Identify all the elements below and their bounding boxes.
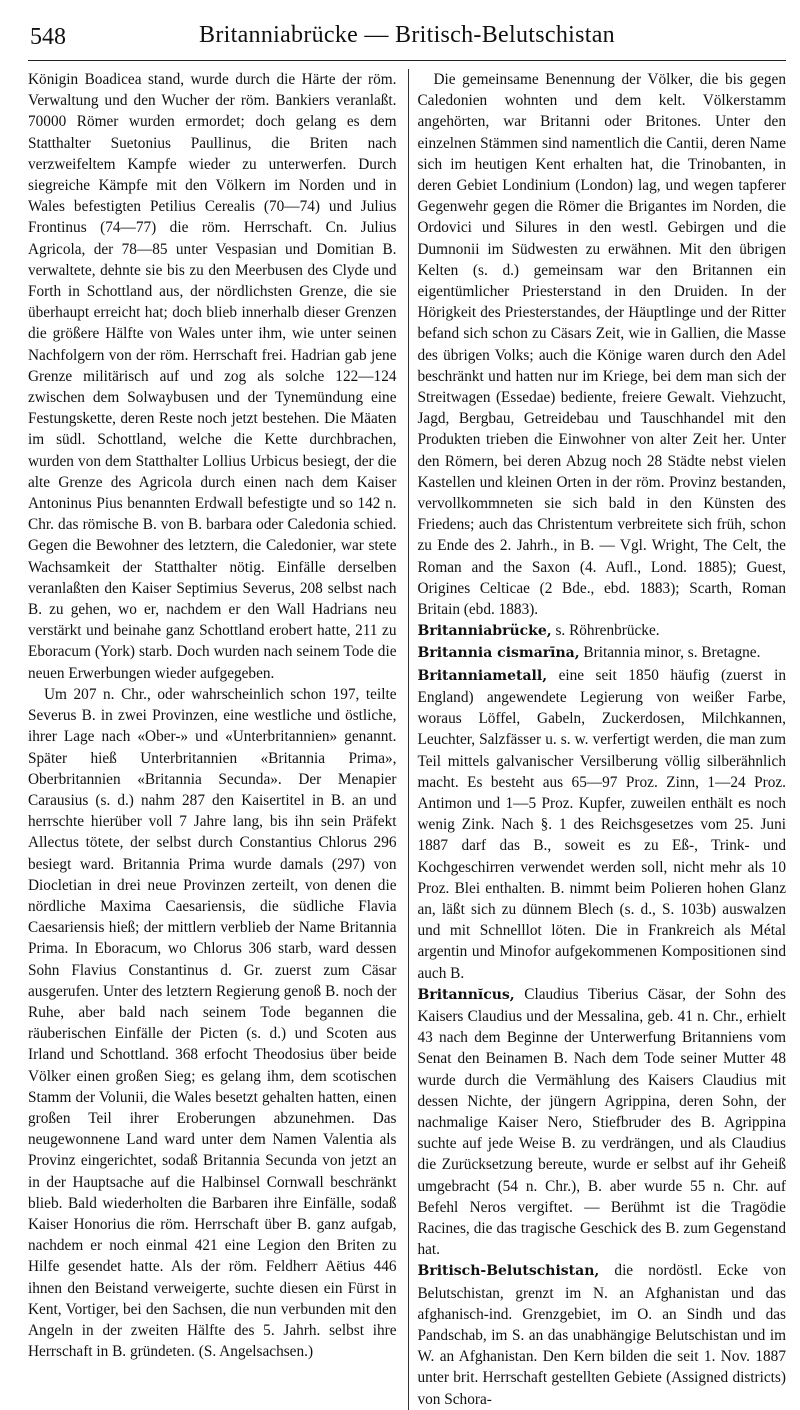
entry-text: eine seit 1850 häufig (zuerst in England) angewendete Legierung von weißer Farbe, woraus Löffel, Gabeln, Zuckerdosen, Milchkannen, Leuchter, Salzfässer u. s. w. verfertigt werden, die man zum Teil mittels galvanischer Versilberung völlig silberähnlich macht. Es besteht aus 65—97 Proz. Zinn, 1—24 Proz. Antimon und 1—5 Proz. Kupfer, zuweilen enthält es noch wenig Zink. Nach §. 1 des Reichsgesetzes vom 25. Juni 1887 darf das B., soweit es zu Eß-, Trink- und Kochgeschirren verwendet werden soll, nicht mehr als 10 Proz. Blei enthalten. B. nimmt beim Polieren hohen Glanz an, läßt sich zu dünnem Blech (s. d., S. 103b) auswalzen und mit Schnelllot löten. Die in Frankreich als Métal argentin und Minofor aufgekommenen Kompositionen sind auch B.: [417, 666, 786, 982]
right-column: [417, 69, 786, 1410]
dictionary-entry: [417, 665, 786, 984]
entry-text: s. Röhrenbrücke.: [551, 622, 660, 640]
dictionary-entry: [417, 620, 786, 642]
column-divider: [408, 69, 409, 1410]
dictionary-entry: [417, 984, 786, 1261]
paragraph: Um 207 n. Chr., oder wahrscheinlich schon 197, teilte Severus B. in zwei Provinzen, eine westliche und östliche, ihrer Lage nach «Ober-» und «Unterbritannien» genannt. Später hieß Unterbritannien «Britannia Prima», Oberbritannien «Britannia Secunda». Der Menapier Carausius (s. d.) nahm 287 den Kaisertitel in B. an und herrschte hierüber voll 7 Jahre lang, bis ihn sein Präfekt Allectus tötete, der selbst durch Constantius Chlorus 296 besiegt ward. Britannia Prima wurde damals (297) von Diocletian in drei neue Provinzen zerteilt, von denen die nördliche Maxima Caesariensis, die südliche Flavia Caesariensis hieß; der mittlern verblieb der Name Britannia Prima. In Eboracum, wo Chlorus 306 starb, ward dessen Sohn Flavius Constantinus d. Gr. zuerst zum Cäsar ausgerufen. Unter des letztern Regierung genoß B. noch der Ruhe, aber bald nach seinem Tode begannen die räuberischen Einfälle der Picten (s. d.) und Scoten aus Irland und Schottland. 368 erfocht Theodosius über beide Völker einen großen Sieg; es gelang ihm, dem scotischen Stamm der Volunii, die Wales besetzt gehalten hatten, einen großen Teil ihrer Eroberungen abzunehmen. Das neugewonnene Land ward unter dem Namen Valentia als Provinz eingerichtet, sodaß Britannia Secunda von jetzt an in der Hauptsache auf die Halbinsel Cornwall beschränkt blieb. Bald wiederholten die Barbaren ihre Einfälle, sodaß Kaiser Honorius die röm. Herrschaft über B. ganz aufgab, nachdem er noch einmal 421 eine Legion den Briten zu Hilfe gesendet hatte. Als der röm. Feldherr Aëtius 446 ihnen den Beistand verweigerte, suchte diesen ein Fürst in Kent, Vortiger, bei den Sachsen, die nun verbunden mit den Angeln in der zweiten Hälfte des 5. Jahrh. selbst ihre Herrschaft in B. gründeten. (S. Angelsachsen.): [28, 685, 397, 1361]
dictionary-entry: [417, 642, 786, 664]
entry-lemma: Britanniametall,: [417, 667, 548, 684]
paragraph: Königin Boadicea stand, wurde durch die Härte der röm. Verwaltung und den Wucher der röm. Bankiers veranlaßt. 70000 Römer wurden ermordet; doch gelang es dem Statthalter Suetonius Paullinus, die Briten nach verzweifeltem Kampfe wieder zu unterwerfen. Durch siegreiche Kämpfe mit den Völkern im Norden und in Wales befestigten Petilius Cerealis (70—74) und Julius Frontinus (74—77) die röm. Herrschaft. Cn. Julius Agricola, der 78—85 unter Vespasian und Domitian B. verwaltete, dehnte sie bis zu den Meerbusen des Clyde und Forth in Schottland aus, der nördlichsten Grenze, die sie überhaupt erreicht hat; doch blieb innerhalb dieser Grenzen die größere Hälfte von Wales unter ihm, wie unter seinen Nachfolgern von der röm. Herrschaft frei. Hadrian gab jene Grenze militärisch auf und zog als solche 122—124 zwischen dem Solwaybusen und der Tynemündung eine Festungskette, deren Reste noch jetzt bestehen. Die Mäaten im südl. Schottland, welche die Kette durchbrachen, wurden von dem Statthalter Lollius Urbicus besiegt, der die alte Grenze des Agricola durch einen nach dem Kaiser Antoninus Pius benannten Erdwall befestigte und so 142 n. Chr. das römische B. von B. barbara oder Caledonia schied. Gegen die Bewohner des letztern, die Caledonier, war stete Wachsamkeit der Statthalter nötig. Einfälle derselben veranlaßten den Kaiser Septimius Severus, 208 selbst nach B. zu gehen, wo er, nachdem er den Wall Hadrians neu verstärkt und beinahe ganz Schottland erobert hatte, 211 zu Eboracum (York) starb. Doch wurden nach seinem Tode die neuen Erwerbungen wieder aufgegeben.: [28, 71, 397, 682]
entry-lemma: Britannĭcus,: [417, 986, 515, 1003]
entry-lemma: Britannia cismarīna,: [417, 645, 580, 662]
dictionary-entry: [417, 1260, 786, 1409]
left-column: [28, 69, 397, 1410]
page-header: [28, 18, 786, 61]
entry-lemma: Britanniabrücke,: [417, 623, 552, 640]
entry-text: Claudius Tiberius Cäsar, der Sohn des Kaisers Claudius und der Messalina, geb. 41 n. Chr., erhielt 43 nach dem Beginne der Unterwerfung Britanniens vom Senat den Beinamen B. Nach dem Tode seiner Mutter 48 wurde durch die Vermählung des Kaisers Claudius mit dessen Nichte, der jüngern Agrippina, deren Sohn, der nachmalige Kaiser Nero, Stiefbruder des B. Agrippina suchte auf jede Weise B. zu verdrängen, und als Claudius die Zurücksetzung bereute, wurde er selbst auf ihr Geheiß umgebracht (54 n. Chr.), B. aber wurde 55 n. Chr. auf Befehl Neros vergiftet. — Berühmt ist die Tragödie Racines, die das tragische Geschick des B. zum Gegenstand hat.: [417, 985, 786, 1259]
page-number: 548: [30, 24, 66, 50]
entry-lemma: Britisch-Belutschistan,: [417, 1263, 600, 1280]
entry-text: Britannia minor, s. Bretagne.: [579, 644, 761, 662]
text-columns: [28, 69, 786, 1410]
paragraph: Die gemeinsame Benennung der Völker, die bis gegen Caledonien wohnten und dem kelt. Völkerstamm angehörten, war Britanni oder Britones. Unter den einzelnen Stämmen sind namentlich die Cantii, deren Name sich im heutigen Kent erhalten hat, die Trinobanten, in deren Gebiet Londinium (London) lag, und wegen tapferer Gegenwehr gegen die Römer die Brigantes im Norden, die Ordovici und Silures in den westl. Gebirgen und die Dumnonii im Südwesten zu erwähnen. Mit den übrigen Kelten (s. d.) gemeinsam war den Britannen ein eigentümlicher Priesterstand in den Druiden. In der Hörigkeit des Priesterstandes, der Häuptlinge und der Ritter befand sich schon zu Cäsars Zeit, wie in Gallien, die Masse des übrigen Volks; auch die Könige waren durch den Adel beschränkt und hatten nur im Kriege, bei dem man sich der Streitwagen (Essedae) bediente, freiere Gewalt. Viehzucht, Jagd, Bergbau, Getreidebau und Tauschhandel mit den Produkten trieben die Einwohner von alter Zeit her. Unter den Römern, bei deren Abzug noch 28 Städte nebst vielen Kastellen und kleinen Orten in der röm. Provinz bestanden, vervollkommneten sie sich bald in den Künsten des Friedens; auch das Christentum verbreitete sich früh, schon zu Ende des 2. Jahrh., in B. — Vgl. Wright, The Celt, the Roman and the Saxon (4. Aufl., Lond. 1885); Guest, Origines Celticae (2 Bde., ebd. 1883); Scarth, Roman Britain (ebd. 1883).: [417, 71, 786, 619]
running-title: Britanniabrücke — Britisch-Belutschistan: [199, 22, 615, 48]
entry-text: die nordöstl. Ecke von Belutschistan, grenzt im N. an Afghanistan und das afghanisch-ind. Grenzgebiet, im O. an Sindh und das Pandschab, im S. an das unabhängige Belutschistan und im W. an Afghanistan. Den Kern bilden die seit 1. Nov. 1887 unter brit. Herrschaft gestellten Gebiete (Assigned districts) von Schora-: [417, 1262, 786, 1408]
